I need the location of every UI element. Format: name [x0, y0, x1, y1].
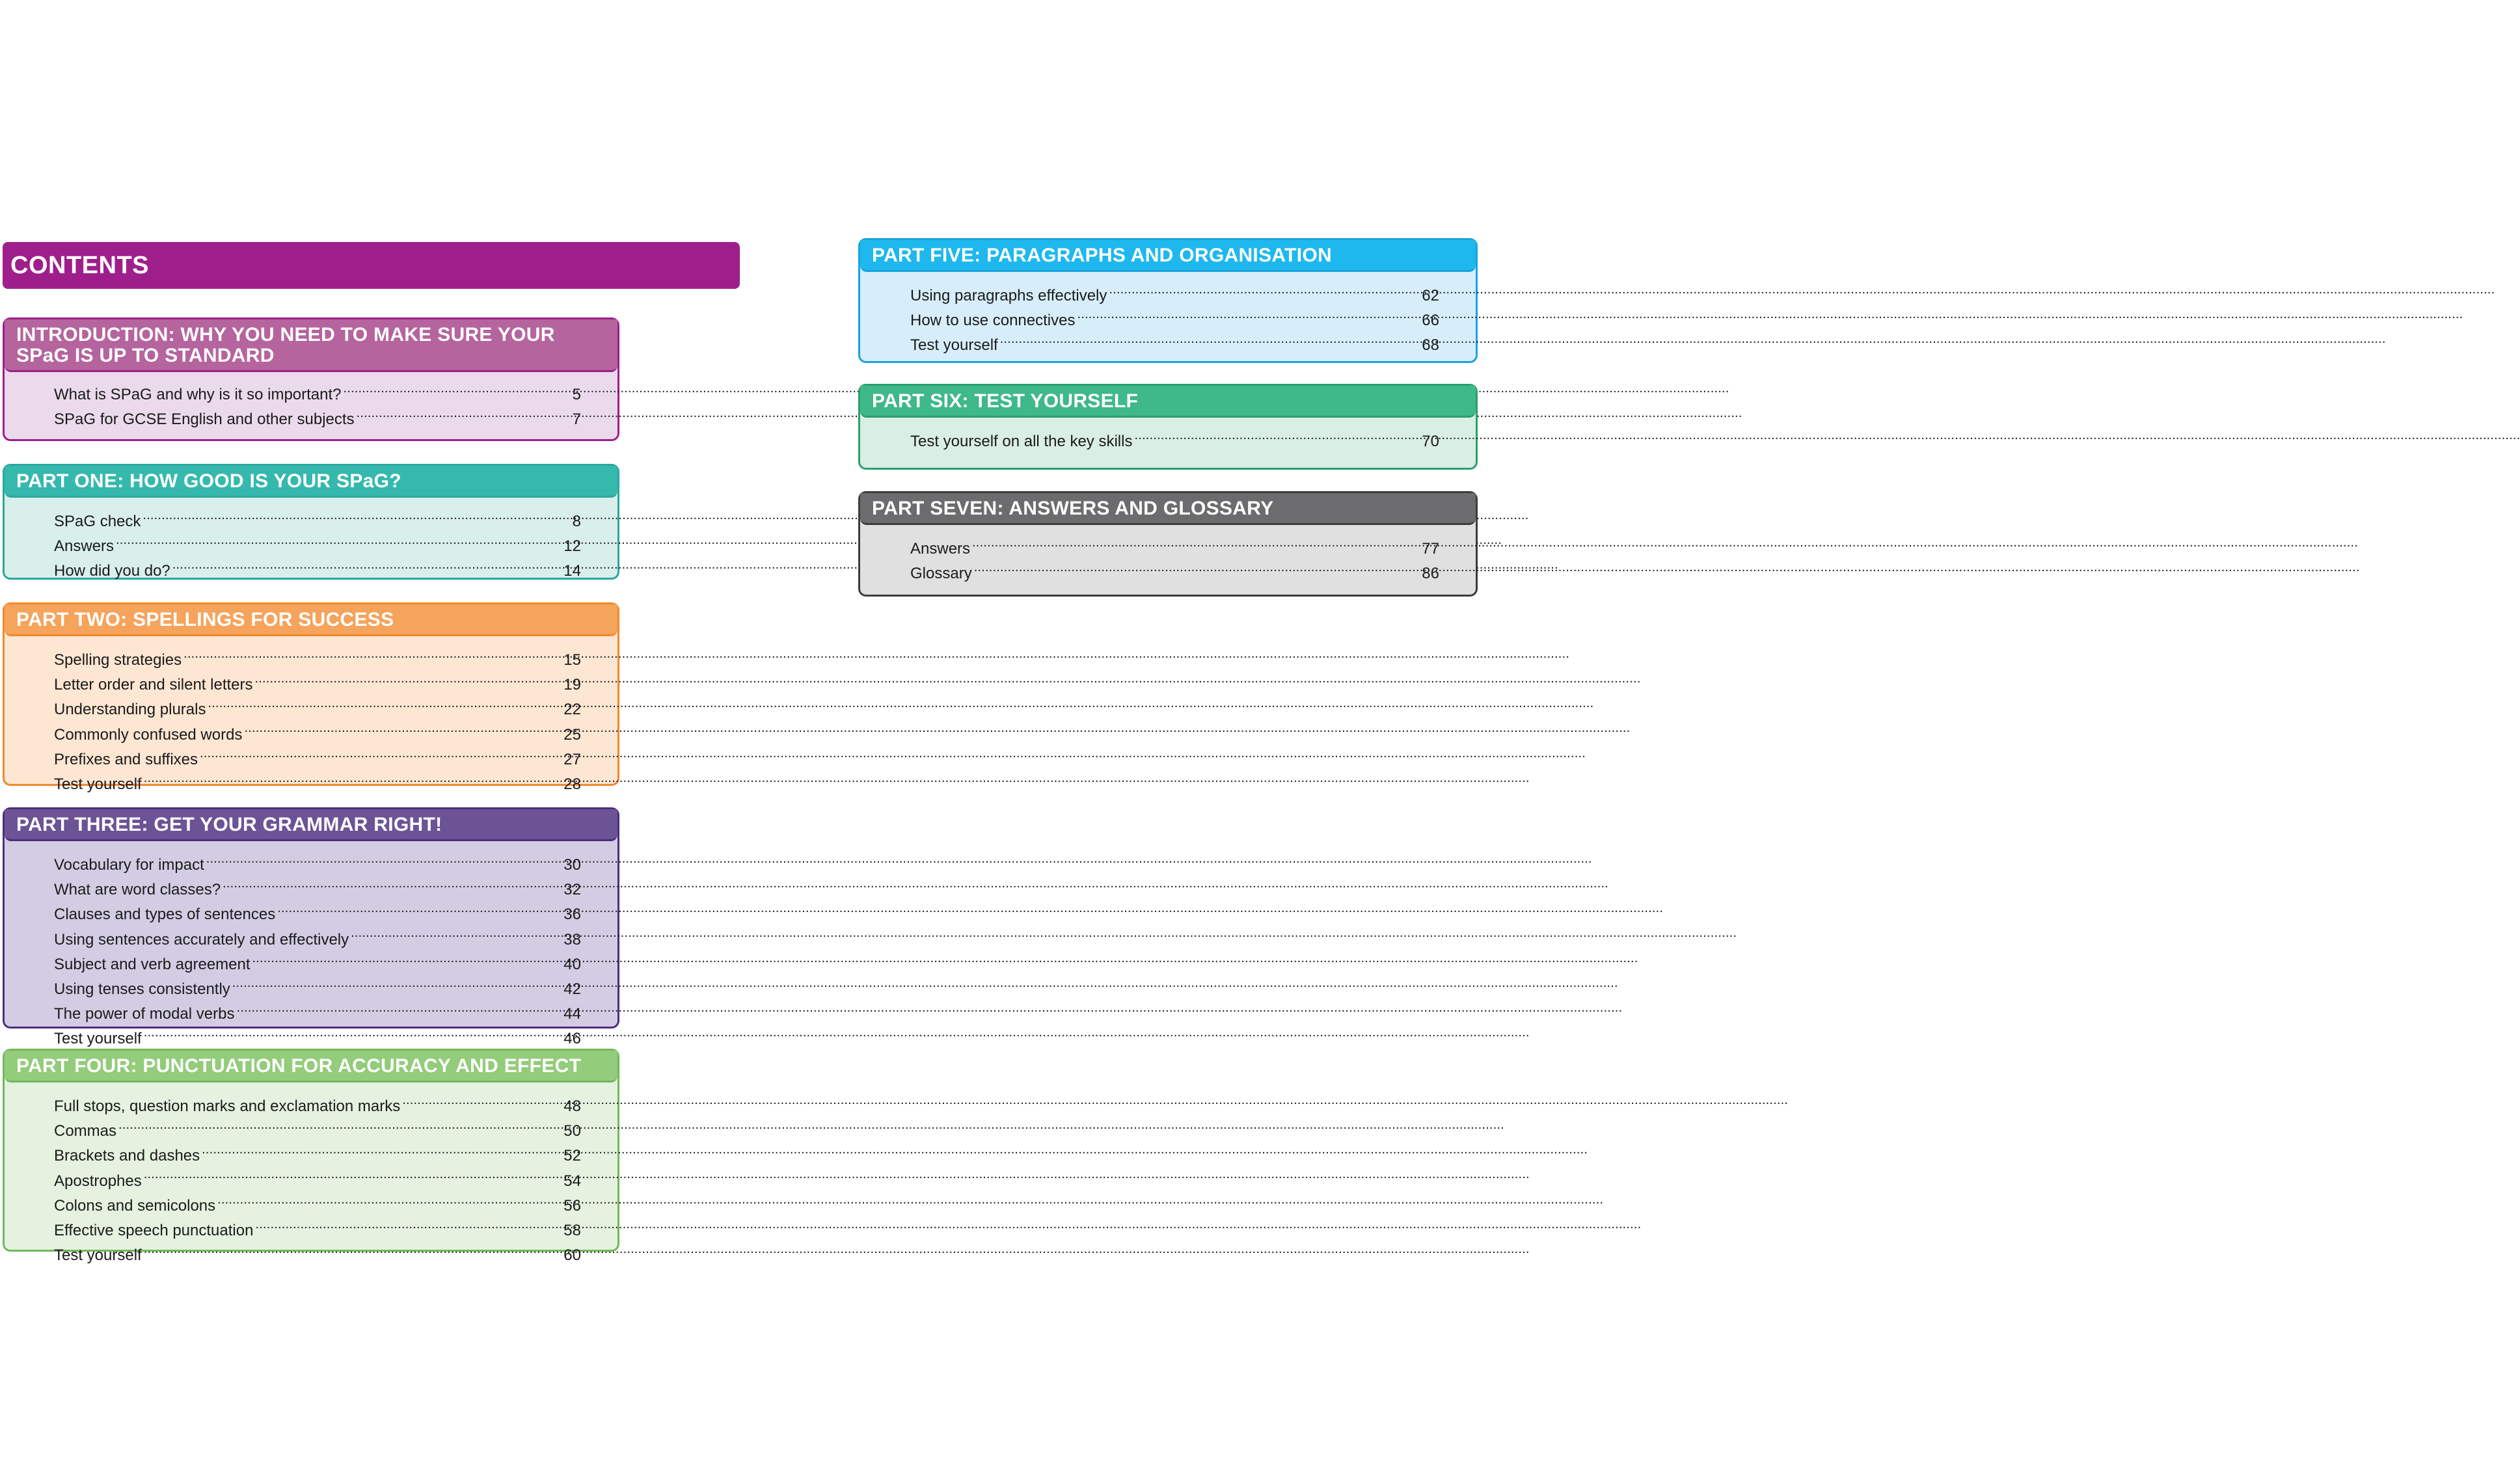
toc-entry — [54, 645, 581, 670]
dot-leader — [972, 534, 1420, 554]
toc-entry — [54, 380, 581, 405]
dot-leader — [208, 695, 562, 714]
section-part-seven — [858, 491, 1478, 597]
entry-title: How to use connectives — [910, 312, 1076, 330]
dot-leader — [217, 1191, 562, 1211]
entry-title: Letter order and silent letters — [54, 676, 253, 694]
contents-heading-bar — [3, 242, 740, 289]
entry-page-number: 8 — [572, 513, 581, 530]
toc-entry — [54, 850, 581, 875]
dot-leader — [1000, 330, 1420, 350]
entry-title: Vocabulary for impact — [54, 856, 204, 874]
toc-entry — [910, 534, 1439, 559]
entry-page-number: 56 — [563, 1196, 581, 1215]
entry-title: The power of modal verbs — [54, 1005, 235, 1023]
section-header: PART THREE: GET YOUR GRAMMAR RIGHT! — [5, 809, 617, 841]
entry-page-number: 86 — [1422, 565, 1439, 583]
toc-entry — [54, 1116, 581, 1141]
dot-leader — [244, 720, 562, 740]
entry-list — [860, 525, 1476, 584]
section-part-six — [858, 384, 1478, 470]
entry-page-number: 50 — [563, 1122, 581, 1140]
entry-title: Full stops, question marks and exclamation marks — [54, 1097, 401, 1115]
entry-title: Effective speech punctuation — [54, 1222, 254, 1240]
toc-entry — [54, 1191, 581, 1216]
toc-entry — [910, 559, 1439, 584]
entry-list — [5, 636, 617, 794]
toc-entry — [54, 531, 581, 556]
entry-page-number: 58 — [563, 1222, 581, 1240]
entry-page-number: 77 — [1422, 540, 1439, 558]
entry-title: Test yourself — [54, 775, 142, 794]
entry-title: Test yourself — [54, 1030, 142, 1048]
entry-page-number: 70 — [1422, 433, 1439, 450]
dot-leader — [142, 507, 570, 526]
section-header: PART SEVEN: ANSWERS AND GLOSSARY — [860, 493, 1476, 525]
toc-entry — [54, 999, 581, 1024]
entry-title: Glossary — [910, 565, 972, 583]
toc-entry — [54, 1241, 581, 1265]
entry-page-number: 44 — [563, 1005, 581, 1023]
dot-leader — [402, 1092, 562, 1111]
dot-leader — [183, 645, 562, 665]
dot-leader — [1077, 306, 1420, 325]
section-introduction — [3, 317, 619, 441]
toc-entry — [910, 306, 1439, 330]
toc-entry — [910, 330, 1439, 355]
entry-title: How did you do? — [54, 562, 170, 580]
section-header: PART TWO: SPELLINGS FOR SUCCESS — [5, 604, 617, 636]
toc-entry — [54, 1141, 581, 1166]
entry-page-number: 12 — [563, 537, 581, 556]
entry-title: Subject and verb agreement — [54, 955, 251, 973]
entry-page-number: 27 — [563, 750, 581, 768]
entry-title: Using sentences accurately and effectively — [54, 930, 349, 949]
toc-entry — [54, 1092, 581, 1116]
toc-entry — [54, 720, 581, 745]
toc-entry — [54, 900, 581, 924]
contents-title: CONTENTS — [10, 251, 149, 279]
toc-entry — [54, 950, 581, 975]
toc-entry — [54, 405, 581, 429]
dot-leader — [200, 745, 562, 764]
dot-leader — [974, 559, 1420, 578]
section-part-four — [3, 1049, 619, 1265]
entry-title: Commas — [54, 1122, 117, 1140]
entry-page-number: 28 — [563, 775, 581, 794]
section-part-five — [858, 238, 1478, 363]
dot-leader — [223, 875, 562, 895]
entry-title: What is SPaG and why is it so important? — [54, 386, 342, 403]
toc-entry — [54, 770, 581, 794]
entry-title: Understanding plurals — [54, 701, 206, 719]
entry-page-number: 62 — [1422, 287, 1439, 304]
dot-leader — [351, 925, 562, 945]
dot-leader — [144, 1166, 562, 1186]
toc-entry — [910, 427, 1439, 451]
toc-entry — [54, 975, 581, 999]
entry-title: Apostrophes — [54, 1172, 142, 1190]
dot-leader — [232, 975, 562, 994]
section-header: PART FIVE: PARAGRAPHS AND ORGANISATION — [860, 240, 1476, 272]
dot-leader — [206, 850, 562, 870]
dot-leader — [144, 770, 562, 789]
dot-leader — [255, 1216, 562, 1235]
entry-page-number: 52 — [563, 1147, 581, 1165]
entry-title: Brackets and dashes — [54, 1147, 200, 1165]
entry-page-number: 25 — [563, 725, 581, 744]
entry-page-number: 22 — [563, 701, 581, 719]
entry-page-number: 15 — [563, 651, 581, 669]
entry-page-number: 68 — [1422, 336, 1439, 355]
section-part-one — [3, 464, 619, 580]
section-header: PART FOUR: PUNCTUATION FOR ACCURACY AND EFFECT — [5, 1051, 617, 1083]
entry-page-number: 66 — [1422, 312, 1439, 330]
section-header: PART SIX: TEST YOURSELF — [860, 386, 1476, 418]
entry-title: Test yourself — [54, 1246, 142, 1265]
entry-title: Using tenses consistently — [54, 980, 230, 999]
entry-page-number: 48 — [563, 1097, 581, 1115]
entry-title: Clauses and types of sentences — [54, 906, 276, 924]
entry-page-number: 46 — [563, 1030, 581, 1048]
dot-leader — [357, 405, 571, 424]
entry-page-number: 38 — [563, 930, 581, 949]
dot-leader — [344, 380, 571, 399]
entry-list — [5, 1083, 617, 1265]
dot-leader — [144, 1024, 562, 1043]
dot-leader — [1134, 427, 1420, 446]
toc-entry — [54, 1166, 581, 1191]
dot-leader — [255, 670, 562, 690]
entry-title: Using paragraphs effectively — [910, 287, 1107, 304]
entry-title: Prefixes and suffixes — [54, 750, 198, 768]
entry-list — [5, 372, 617, 429]
dot-leader — [118, 1116, 562, 1136]
entry-list — [860, 418, 1476, 451]
entry-title: SPaG for GCSE English and other subjects — [54, 410, 355, 429]
entry-page-number: 7 — [572, 410, 581, 429]
toc-entry — [54, 875, 581, 900]
entry-title: Test yourself on all the key skills — [910, 433, 1133, 450]
dot-leader — [116, 531, 562, 551]
entry-list — [5, 841, 617, 1049]
entry-page-number: 14 — [563, 562, 581, 580]
dot-leader — [202, 1141, 562, 1161]
entry-page-number: 30 — [563, 856, 581, 874]
section-part-three — [3, 807, 619, 1048]
entry-page-number: 54 — [563, 1172, 581, 1190]
toc-entry — [54, 925, 581, 950]
entry-title: Answers — [910, 540, 971, 558]
entry-title: What are word classes? — [54, 881, 221, 899]
toc-entry — [910, 281, 1439, 306]
toc-entry — [54, 1216, 581, 1241]
entry-page-number: 40 — [563, 955, 581, 973]
section-header: INTRODUCTION: WHY YOU NEED TO MAKE SURE YOUR SPaG IS UP TO STANDARD — [5, 319, 617, 372]
toc-entry — [54, 695, 581, 720]
toc-entry — [54, 556, 581, 581]
entry-page-number: 5 — [572, 386, 581, 403]
dot-leader — [277, 900, 562, 919]
entry-page-number: 42 — [563, 980, 581, 999]
entry-list — [860, 272, 1476, 356]
dot-leader — [144, 1241, 562, 1260]
entry-title: Test yourself — [910, 336, 998, 355]
entry-page-number: 32 — [563, 881, 581, 899]
dot-leader — [1109, 281, 1420, 301]
dot-leader — [172, 556, 562, 576]
dot-leader — [252, 950, 562, 969]
dot-leader — [236, 999, 562, 1019]
entry-title: SPaG check — [54, 513, 141, 530]
section-part-two — [3, 602, 619, 794]
entry-title: Answers — [54, 537, 115, 556]
toc-entry — [54, 1024, 581, 1049]
entry-list — [5, 498, 617, 582]
entry-title: Spelling strategies — [54, 651, 182, 669]
entry-page-number: 60 — [563, 1246, 581, 1265]
section-header: PART ONE: HOW GOOD IS YOUR SPaG? — [5, 466, 617, 498]
toc-entry — [54, 670, 581, 695]
entry-page-number: 36 — [563, 906, 581, 924]
toc-entry — [54, 745, 581, 770]
entry-title: Colons and semicolons — [54, 1196, 216, 1215]
entry-title: Commonly confused words — [54, 725, 243, 744]
toc-entry — [54, 507, 581, 531]
entry-page-number: 19 — [563, 676, 581, 694]
